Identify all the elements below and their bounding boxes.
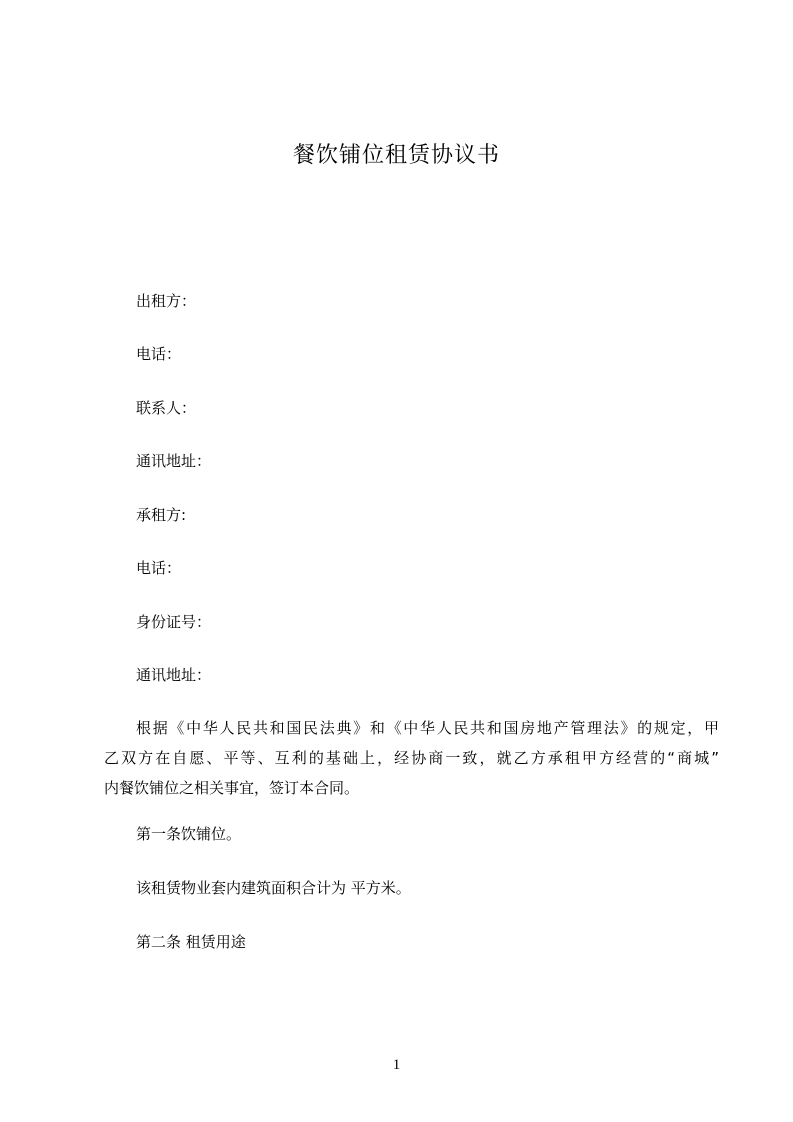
preamble-paragraph	[104, 713, 719, 803]
article-1-text: 该租赁物业套内建筑面积合计为 平方米。	[136, 879, 411, 897]
page-number: 1	[392, 1057, 401, 1073]
lessee-phone-label: 电话：	[136, 559, 182, 577]
preamble-line-3: 内餐饮铺位之相关事宜，签订本合同。	[104, 779, 360, 797]
article-2-heading: 第二条 租赁用途	[136, 933, 246, 951]
lessor-phone-label: 电话：	[136, 345, 182, 363]
lessee-id-label: 身份证号：	[136, 613, 212, 631]
document-title: 餐饮铺位租赁协议书	[292, 143, 500, 168]
article-1-heading: 第一条饮铺位。	[136, 825, 242, 843]
preamble-line-2: 乙双方在自愿、平等、互利的基础上，经协商一致，就乙方承租甲方经营的“商城”	[104, 749, 719, 767]
lessor-address-label: 通讯地址：	[136, 452, 212, 470]
lessee-address-label: 通讯地址：	[136, 666, 212, 684]
lessor-party-label: 出租方：	[136, 292, 197, 310]
lessee-party-label: 承租方:	[136, 506, 187, 524]
preamble-line-1: 根据《中华人民共和国民法典》和《中华人民共和国房地产管理法》的规定，甲	[136, 719, 719, 737]
lessor-contact-label: 联系人：	[136, 399, 197, 417]
